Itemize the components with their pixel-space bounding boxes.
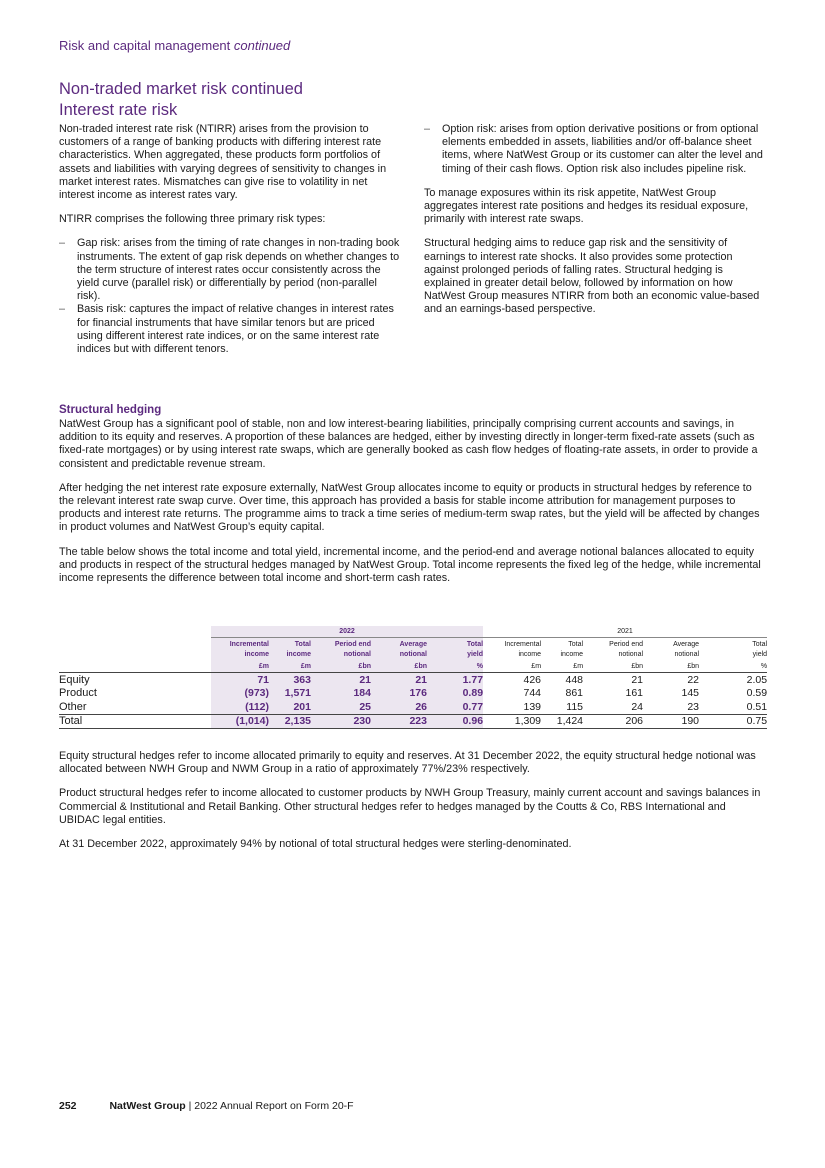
- table-cell: 744: [523, 687, 542, 700]
- col-header: Total income: [560, 641, 584, 658]
- table-unit-row: [59, 660, 767, 673]
- table-cell: 161: [625, 687, 644, 700]
- ntirr-intro: Non-traded interest rate risk (NTIRR) arises from the provision to customers of a range of banking products with differing interest rate characteristics. When aggregated, these products form portfolios of assets and liabilities with varying degrees of sensitivity to changes in market interest rates. Mismatches can give rise to volatility in net interest income as interest rates vary.: [59, 123, 387, 202]
- table-row-other: [59, 700, 767, 714]
- table-year-row: [59, 626, 767, 638]
- unit-cell: £m: [483, 660, 541, 673]
- table-cell: (112): [211, 700, 269, 714]
- col-header: Total income: [269, 638, 311, 661]
- table-cell: 21: [311, 673, 371, 687]
- unit-cell: £m: [269, 660, 311, 673]
- year-2022-header: 2022: [211, 626, 483, 638]
- table-cell: 861: [565, 687, 584, 700]
- table-cell: 1.77: [427, 673, 483, 687]
- table-cell: 26: [371, 700, 427, 714]
- structural-hedging-aims-paragraph: Structural hedging aims to reduce gap risk and the sensitivity of earnings to interest rate shocks. It also provides some protection against prolonged periods of falling rates. Structural hedging is explained in greater detail below, followed by information on how NatWest Group measures NTIRR from both an economic value-based and an earnings-based perspective.: [424, 237, 760, 316]
- manage-exposures-paragraph: To manage exposures within its risk appetite, NatWest Group aggregates interest rate positions and hedges its residual exposure, primarily with interest rate swaps.: [424, 186, 749, 226]
- footer-company: NatWest Group: [109, 1100, 186, 1112]
- col-header: Average notional: [673, 641, 700, 658]
- row-label: Equity: [59, 673, 90, 686]
- table-cell: 145: [681, 687, 700, 700]
- list-item-option-risk: – Option risk: arises from option derivative positions or from optional elements embedded in assets, liabilities and/or off-balance sheet items, where NatWest Group or its customer can alter the level and timing of their cash flows. Option risk also includes pipeline risk.: [424, 123, 766, 176]
- col-header: Incremental income: [211, 638, 269, 661]
- footer-report: | 2022 Annual Report on Form 20-F: [185, 1100, 354, 1112]
- table-cell: 1,309: [483, 714, 541, 728]
- unit-cell: £m: [211, 660, 269, 673]
- page-header: [59, 38, 290, 53]
- structural-hedging-para-1: NatWest Group has a significant pool of stable, non and low interest-bearing liabilities, principally comprising current accounts and savings, in addition to its equity and reserves. A proportion of these balances are hedged, either by investing directly in longer-term fixed-rate assets (such as fixed-rate mortgages) or by using interest rate swaps, which are generally booked as cash flow hedges of floating-rate assets, in order to provide a consistent and predictable revenue stream.: [59, 418, 758, 470]
- unit-cell: £m: [541, 660, 583, 673]
- table-row-total: [59, 714, 767, 728]
- left-column: [59, 123, 401, 356]
- header-continued-text: continued: [233, 38, 291, 53]
- col-header: Incremental income: [504, 641, 542, 658]
- structural-hedging-para-2: After hedging the net interest rate exposure externally, NatWest Group allocates income to equity or products in structural hedges by reference to the relevant interest rate swap curve. Over time, this approach has provided a basis for stable income attribution for management purposes to products and interest rate returns. The programme aims to track a time series of medium-term swap rates, but the yield will be affected by changes in product volumes and NatWest Group’s equity capital.: [59, 481, 760, 534]
- table-header-row: [59, 638, 767, 661]
- table-cell: 0.59: [746, 687, 768, 700]
- table-cell: 0.51: [746, 700, 768, 713]
- table-cell: 0.89: [427, 687, 483, 701]
- header-title-text: Risk and capital management: [59, 38, 231, 53]
- unit-cell: £bn: [311, 660, 371, 673]
- year-2021-header: 2021: [483, 626, 767, 638]
- table-cell: 23: [687, 700, 700, 713]
- table-cell: 223: [371, 714, 427, 728]
- structural-hedging-text: [59, 418, 767, 596]
- page-footer: [59, 1100, 354, 1112]
- risk-types-list: [59, 237, 401, 356]
- table-row-equity: [59, 673, 767, 687]
- col-header: Period end notional: [609, 641, 644, 658]
- table-cell: (973): [211, 687, 269, 701]
- table-cell: 0.75: [699, 714, 767, 728]
- row-label: Other: [59, 700, 87, 713]
- table-cell: 25: [311, 700, 371, 714]
- table-cell: 139: [523, 700, 542, 713]
- table-cell: 115: [566, 700, 584, 713]
- option-risk-list: [424, 123, 766, 176]
- structural-hedging-heading: Structural hedging: [59, 404, 162, 416]
- col-header: Total yield: [752, 641, 768, 658]
- unit-cell: £bn: [643, 660, 699, 673]
- table-cell: 230: [311, 714, 371, 728]
- subsection-title: Interest rate risk: [59, 101, 178, 119]
- table-cell: 184: [311, 687, 371, 701]
- notes-para-2: Product structural hedges refer to income allocated to customer products by NWH Group Treasury, mainly current account and savings balances in Commercial & Institutional and Retail Banking. Other structural hedges refer to hedges managed by the Coutts & Co, RBS International and UBIDAC legal entities.: [59, 787, 761, 826]
- col-header: Total yield: [427, 638, 483, 661]
- table-row-product: [59, 687, 767, 701]
- unit-cell: £bn: [371, 660, 427, 673]
- list-item-basis-risk: – Basis risk: captures the impact of relative changes in interest rates for financial instruments that have similar tenors but are priced using different interest rate indices, or on the same interest rate indices but with different tenors.: [59, 303, 401, 356]
- col-header: Period end notional: [311, 638, 371, 661]
- structural-hedges-table: [59, 626, 767, 729]
- col-header: Average notional: [371, 638, 427, 661]
- table-cell: 1,571: [269, 687, 311, 701]
- right-column: [424, 123, 766, 328]
- table-cell: 426: [523, 673, 542, 686]
- table-cell: 21: [371, 673, 427, 687]
- list-item-gap-risk: – Gap risk: arises from the timing of rate changes in non-trading book instruments. The extent of gap risk depends on whether changes to the term structure of interest rates occur consistently across the yield curve (parallel risk) or differentially by period (non-parallel risk).: [59, 237, 401, 303]
- table-cell: 0.96: [427, 714, 483, 728]
- table-cell: 206: [583, 714, 643, 728]
- table-cell: 21: [631, 673, 644, 686]
- table-cell: 24: [631, 700, 644, 713]
- section-title: Non-traded market risk continued: [59, 80, 303, 98]
- table-cell: 0.77: [427, 700, 483, 714]
- unit-cell: £bn: [583, 660, 643, 673]
- notes-text: [59, 750, 767, 862]
- table-cell: 2,135: [269, 714, 311, 728]
- unit-cell: %: [699, 660, 767, 673]
- table-cell: 201: [269, 700, 311, 714]
- table-cell: 190: [643, 714, 699, 728]
- table-cell: 71: [211, 673, 269, 687]
- row-label: Product: [59, 687, 97, 700]
- structural-hedging-para-3: The table below shows the total income and total yield, incremental income, and the period-end and average notional balances allocated to equity and products in respect of the structural hedges managed by NatWest Group. Total income represents the fixed leg of the hedge, while incremental income represents the difference between total income and short-term cash rates.: [59, 545, 761, 585]
- risk-types-intro: NTIRR comprises the following three primary risk types:: [59, 213, 326, 226]
- notes-para-3: At 31 December 2022, approximately 94% by notional of total structural hedges were sterling-denominated.: [59, 838, 572, 851]
- unit-cell: %: [427, 660, 483, 673]
- table-cell: 448: [565, 673, 584, 686]
- page-number: 252: [59, 1100, 77, 1112]
- table-cell: (1,014): [211, 714, 269, 728]
- table-cell: 2.05: [746, 673, 768, 686]
- table-cell: 22: [687, 673, 700, 686]
- row-label: Total: [59, 714, 211, 728]
- notes-para-1: Equity structural hedges refer to income allocated primarily to equity and reserves. At 31 December 2022, the equity structural hedge notional was allocated between NWH Group and NWM Group in a ratio of approximately 77%/23% respectively.: [59, 750, 756, 776]
- table-cell: 1,424: [541, 714, 583, 728]
- table-cell: 363: [269, 673, 311, 687]
- table-cell: 176: [371, 687, 427, 701]
